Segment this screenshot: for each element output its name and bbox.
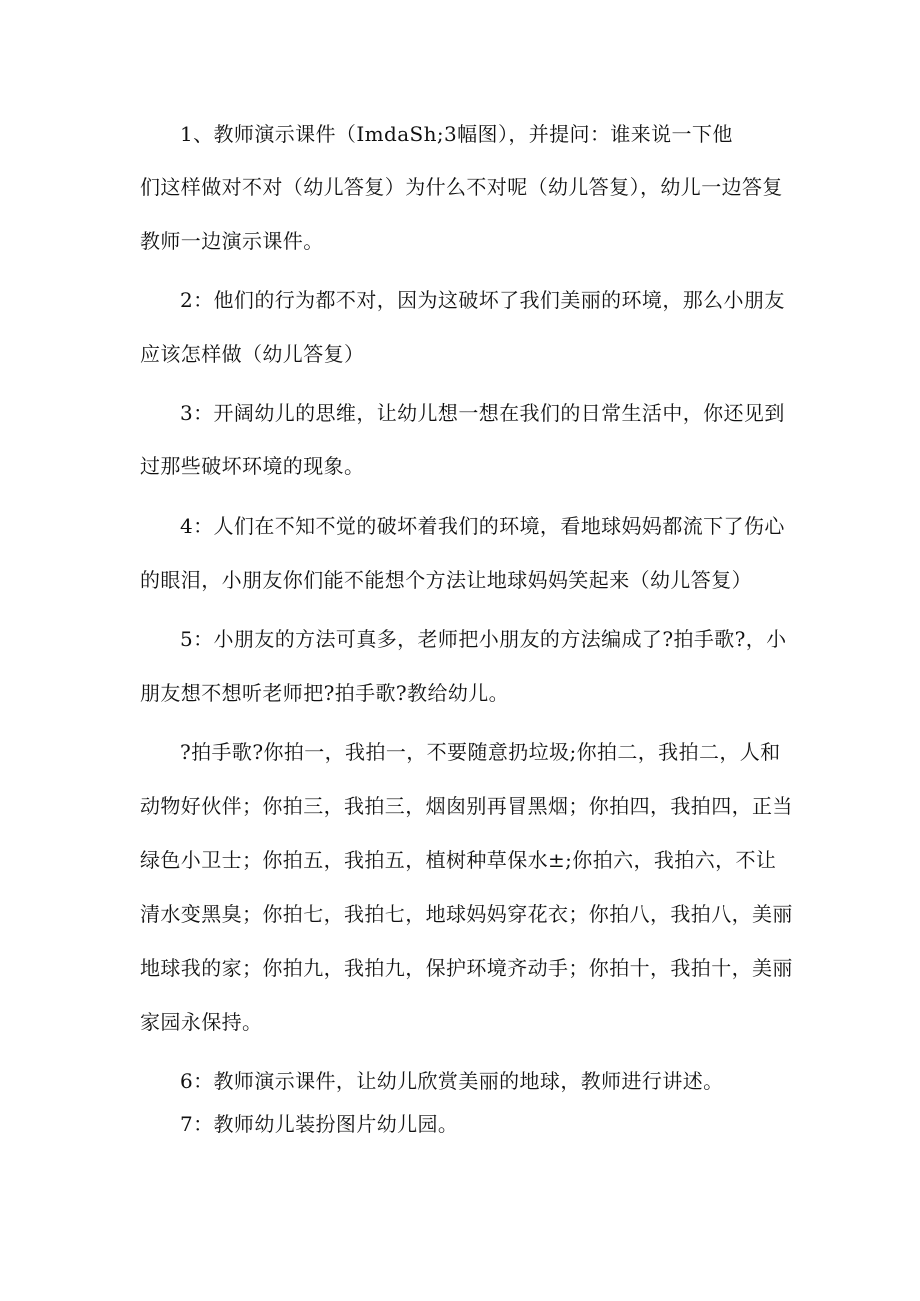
- song-line-2: 动物好伙伴；你拍三，我拍三，烟囱别再冒黑烟；你拍四，我拍四，正当: [140, 794, 793, 818]
- paragraph-2-line-1: 2：他们的行为都不对，因为这破坏了我们美丽的环境，那么小朋友: [180, 288, 785, 312]
- paragraph-6-line-1: 6：教师演示课件，让幼儿欣赏美丽的地球，教师进行讲述。: [180, 1069, 724, 1093]
- paragraph-5-line-1: 5：小朋友的方法可真多，老师把小朋友的方法编成了?拍手歌?，小: [180, 627, 787, 651]
- paragraph-3-line-1: 3：开阔幼儿的思维，让幼儿想一想在我们的日常生活中，你还见到: [180, 401, 785, 425]
- paragraph-1-line-1: 1、教师演示课件（ImdaSh;3幅图），并提问：谁来说一下他: [180, 122, 733, 146]
- paragraph-7-line-1: 7：教师幼儿装扮图片幼儿园。: [180, 1112, 459, 1136]
- paragraph-1-line-3: 教师一边演示课件。: [140, 229, 324, 253]
- paragraph-2-line-2: 应该怎样做（幼儿答复）: [140, 342, 365, 366]
- song-line-1: ?拍手歌?你拍一，我拍一，不要随意扔垃圾;你拍二，我拍二，人和: [180, 740, 781, 764]
- song-line-4: 清水变黑臭；你拍七，我拍七，地球妈妈穿花衣；你拍八，我拍八，美丽: [140, 902, 793, 926]
- song-line-6: 家园永保持。: [140, 1010, 263, 1034]
- paragraph-4-line-2: 的眼泪，小朋友你们能不能想个方法让地球妈妈笑起来（幼儿答复）: [140, 568, 752, 592]
- paragraph-3-line-2: 过那些破坏环境的现象。: [140, 454, 365, 478]
- paragraph-5-line-2: 朋友想不想听老师把?拍手歌?教给幼儿。: [140, 681, 510, 705]
- paragraph-4-line-1: 4：人们在不知不觉的破坏着我们的环境，看地球妈妈都流下了伤心: [180, 514, 785, 538]
- song-line-5: 地球我的家；你拍九，我拍九，保护环境齐动手；你拍十，我拍十，美丽: [140, 956, 793, 980]
- song-line-3: 绿色小卫士；你拍五，我拍五，植树种草保水±;你拍六，我拍六，不让: [140, 848, 777, 872]
- paragraph-1-line-2: 们这样做对不对（幼儿答复）为什么不对呢（幼儿答复），幼儿一边答复: [140, 175, 783, 199]
